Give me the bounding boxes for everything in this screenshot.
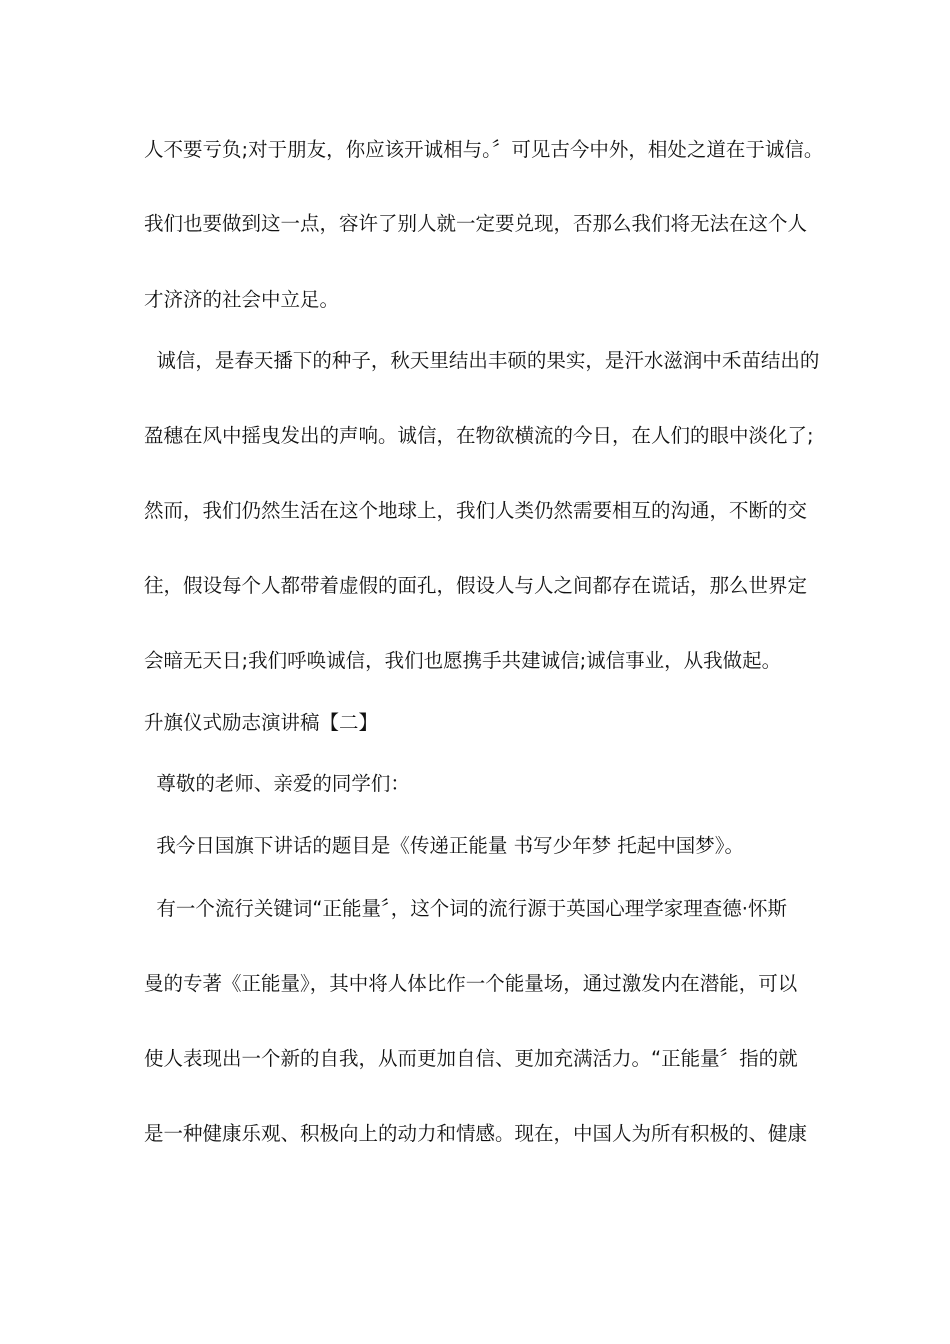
text-line-5: 盈穗在风中摇曳发出的声响。诚信，在物欲横流的今日，在人们的眼中淡化了; xyxy=(144,424,814,447)
text-line-1: 人不要亏负;对于朋友，你应该开诚相与。〞可见古今中外，相处之道在于诚信。 xyxy=(144,138,824,161)
text-line-12: 有一个流行关键词“正能量〞，这个词的流行源于英国心理学家理查德·怀斯 xyxy=(144,897,787,920)
text-line-7: 往，假设每个人都带着虚假的面孔，假设人与人之间都存在谎话，那么世界定 xyxy=(144,574,808,597)
text-line-3: 才济济的社会中立足。 xyxy=(144,288,340,311)
text-line-15: 是一种健康乐观、积极向上的动力和情感。现在，中国人为所有积极的、健康 xyxy=(144,1122,808,1145)
text-line-2: 我们也要做到这一点，容许了别人就一定要兑现，否那么我们将无法在这个人 xyxy=(144,212,808,235)
section-heading: 升旗仪式励志演讲稿【二】 xyxy=(144,711,379,734)
text-line-11: 我今日国旗下讲话的题目是《传递正能量 书写少年梦 托起中国梦》。 xyxy=(144,834,745,857)
text-line-6: 然而，我们仍然生活在这个地球上，我们人类仍然需要相互的沟通，不断的交 xyxy=(144,499,808,522)
text-line-8: 会暗无天日;我们呼唤诚信，我们也愿携手共建诚信;诚信事业，从我做起。 xyxy=(144,649,782,672)
greeting-line: 尊敬的老师、亲爱的同学们： xyxy=(144,772,410,795)
text-line-13: 曼的专著《正能量》，其中将人体比作一个能量场，通过激发内在潜能，可以 xyxy=(144,972,798,995)
text-line-4: 诚信，是春天播下的种子，秋天里结出丰硕的果实，是汗水滋润中禾苗结出的 xyxy=(144,349,820,372)
text-line-14: 使人表现出一个新的自我，从而更加自信、更加充满活力。“正能量〞指的就 xyxy=(144,1047,798,1070)
